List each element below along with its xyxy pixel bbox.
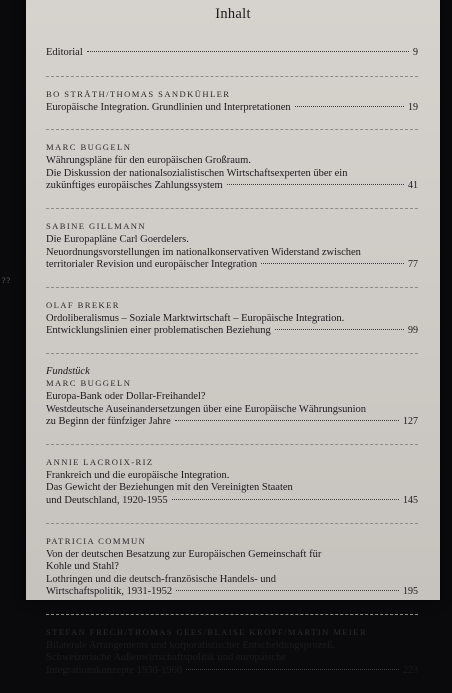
toc-entry [46,47,418,60]
page-number: 77 [408,259,418,271]
page-number: 223 [403,665,418,677]
dot-leader [172,499,399,500]
toc-entry [46,523,418,599]
entry-final-line [46,102,418,115]
toc-entry [46,129,418,193]
page-number: 19 [408,101,418,113]
entry-separator [46,129,418,130]
entry-title-line: Von der deutschen Besatzung zur Europäischen Gemeinschaft für [46,548,322,560]
entry-final-line [46,47,418,60]
entry-title-line: Neuordnungsvorstellungen im nationalkonservativen Widerstand zwischen [46,246,361,258]
entry-title-line: Das Gewicht der Beziehungen mit den Vereinigten Staaten [46,482,293,494]
entry-separator [46,208,418,209]
entry-author: MARC BUGGELN [46,377,132,388]
entry-title-text: und Deutschland, 1920-1955 [46,494,168,506]
entry-title-line: Lothringen und die deutsch-französische Handels- und [46,573,277,585]
toc-entry [46,614,418,678]
entry-title-line: Europa-Bank oder Dollar-Freihandel? [46,390,206,402]
entry-author: ANNIE LACROIX-RIZ [46,456,154,467]
toc-entry [46,76,418,115]
toc-entry [46,353,418,429]
toc-entry [46,287,418,338]
dot-leader [275,329,404,330]
dot-leader [87,51,409,52]
dot-leader [186,669,399,670]
entry-title-text: Entwicklungslinien einer problematischen Beziehung [46,325,271,337]
entry-title-line: Währungspläne für den europäischen Großraum. [46,155,251,167]
entry-separator [46,444,418,445]
entry-title-line: Bilaterale Arrangements und korporatistischer Entscheidungsprozeß. [46,639,335,651]
entry-final-line [46,495,418,508]
entry-title-text: Europäische Integration. Grundlinien und Interpretationen [46,101,291,113]
entry-separator [46,287,418,288]
page-title: Inhalt [215,6,251,22]
entry-title-text: Editorial [46,47,83,58]
entry-author: MARC BUGGELN [46,142,132,153]
entry-author: STEFAN FRECH/THOMAS GEES/BLAISE KROPF/MARTIN MEIER [46,626,367,637]
entry-final-line [46,259,418,272]
entry-author: PATRICIA COMMUN [46,535,147,546]
page-number: 145 [403,494,418,506]
entry-title-line: Kohle und Stahl? [46,561,119,573]
page-number: 195 [403,586,418,598]
entry-separator [46,614,418,615]
entry-author: OLAF BREKER [46,299,120,310]
page-number: 9 [413,47,418,58]
dot-leader [175,420,399,421]
page-number: 99 [408,325,418,337]
entry-final-line [46,180,418,193]
book-page [26,0,440,677]
dot-leader [261,263,404,264]
table-of-contents [46,42,418,693]
toc-entry [46,208,418,272]
entry-author: BO STRÅTH/THOMAS SANDKÜHLER [46,88,231,99]
page-number: 127 [403,416,418,428]
entry-final-line [46,665,418,678]
entry-title-line: Westdeutsche Auseinandersetzungen über eine Europäische Währungsunion [46,403,366,415]
dot-leader [295,106,404,107]
entry-separator [46,76,418,77]
entry-title-line: Schweizerische Außenwirtschaftspolitik und europäische [46,652,286,664]
entry-final-line [46,586,418,599]
entry-final-line [46,416,418,429]
dot-leader [176,590,399,591]
entry-title-line: Frankreich und die europäische Integration. [46,469,230,481]
entry-title-text: territorialer Revision und europäischer Integration [46,259,258,271]
page-number: 41 [408,180,418,192]
entry-title-text: zu Beginn der fünfziger Jahre [46,416,171,428]
entry-title-text: Integrationskonzepte 1930-1960 [46,665,183,677]
page-edge-mark: ?? [2,276,12,285]
entry-author: SABINE GILLMANN [46,220,147,231]
entry-final-line [46,325,418,338]
entry-separator [46,353,418,354]
entry-title-text: zukünftiges europäisches Zahlungssystem [46,180,223,192]
entry-title-text: Wirtschaftspolitik, 1931-1952 [46,586,173,598]
entry-title-line: Ordoliberalismus – Soziale Marktwirtschaft – Europäische Integration. [46,312,345,324]
dot-leader [227,184,404,185]
entry-title-line: Die Diskussion der nationalsozialistischen Wirtschaftsexperten über ein [46,167,348,179]
entry-title-line: Die Europapläne Carl Goerdelers. [46,233,189,245]
toc-entry [46,444,418,508]
entry-separator [46,523,418,524]
section-heading: Fundstück [46,365,90,377]
